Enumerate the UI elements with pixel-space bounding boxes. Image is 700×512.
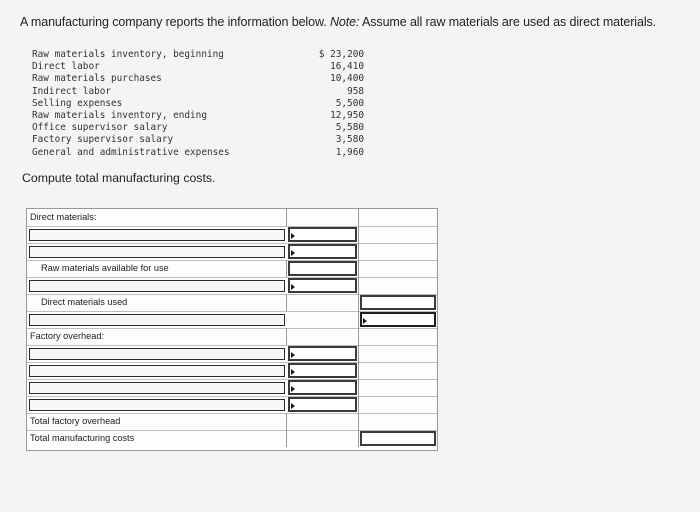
total-manufacturing-input[interactable]: [360, 431, 436, 446]
worksheet-row: [27, 209, 437, 227]
worksheet-row: [27, 311, 437, 329]
info-label: General and administrative expenses: [32, 146, 230, 158]
info-label: Selling expenses: [32, 97, 123, 109]
total-factory-overhead-label: Total factory overhead: [27, 413, 287, 430]
total-cell: [359, 311, 437, 328]
worksheet-row: [27, 396, 437, 414]
amount-cell: [287, 430, 359, 447]
problem-statement: [20, 15, 656, 29]
info-value: 12,950: [330, 109, 364, 121]
worksheet-row: [27, 430, 437, 447]
caret-right-icon: [291, 352, 295, 358]
amount-input[interactable]: [288, 380, 357, 395]
info-value: 5,500: [335, 97, 364, 109]
total-input[interactable]: [360, 295, 436, 310]
label-cell: [27, 379, 287, 396]
account-dropdown[interactable]: [29, 348, 285, 360]
note-label: Note:: [329, 15, 360, 29]
amount-input[interactable]: [288, 261, 357, 276]
amount-cell: [287, 396, 359, 413]
info-row: [32, 134, 372, 146]
worksheet-row: [27, 362, 437, 380]
info-label: Office supervisor salary: [32, 122, 168, 134]
account-dropdown[interactable]: [29, 280, 285, 292]
info-row: [32, 61, 372, 73]
label-cell: [27, 311, 287, 328]
info-value: 1,960: [335, 146, 364, 158]
label-cell: [27, 277, 287, 294]
account-dropdown[interactable]: [29, 399, 285, 411]
amount-input[interactable]: [288, 397, 357, 412]
total-cell: [359, 260, 437, 277]
info-label: Raw materials inventory, ending: [32, 109, 207, 121]
info-label: Raw materials purchases: [32, 73, 162, 85]
caret-right-icon: [291, 386, 295, 392]
label-cell: [27, 345, 287, 362]
direct-materials-label: Direct materials:: [27, 209, 287, 226]
account-dropdown[interactable]: [29, 382, 285, 394]
account-dropdown[interactable]: [29, 246, 285, 258]
answer-worksheet: [26, 208, 438, 451]
amount-cell: [287, 243, 359, 260]
info-row: [32, 98, 372, 110]
total-cell: [359, 396, 437, 413]
amount-cell: [287, 413, 359, 430]
caret-right-icon: [291, 369, 295, 375]
info-row: [32, 73, 372, 85]
worksheet-row: [27, 294, 437, 312]
account-dropdown[interactable]: [29, 365, 285, 377]
intro-text-before: A manufacturing company reports the information below.: [20, 15, 330, 29]
total-cell: [359, 362, 437, 379]
intro-text-after: Assume all raw materials are used as direct materials.: [359, 15, 657, 29]
total-cell: [359, 345, 437, 362]
info-value: 16,410: [330, 61, 364, 73]
amount-cell: [287, 328, 359, 345]
label-cell: [27, 226, 287, 243]
direct-materials-used-label: Direct materials used: [27, 294, 287, 311]
amount-input[interactable]: [288, 278, 357, 293]
worksheet-row: [27, 328, 437, 346]
info-value: 958: [347, 85, 364, 97]
info-value: $ 23,200: [318, 49, 364, 60]
amount-cell: [287, 311, 359, 328]
worksheet-row: [27, 226, 437, 244]
worksheet-row: [27, 413, 437, 431]
caret-right-icon: [291, 233, 295, 239]
total-input[interactable]: [360, 312, 436, 327]
info-row: [32, 147, 372, 159]
amount-input[interactable]: [288, 244, 357, 259]
amount-cell: [287, 379, 359, 396]
total-cell: [359, 209, 437, 226]
amount-cell: [287, 277, 359, 294]
info-label: Factory supervisor salary: [32, 134, 174, 146]
info-value: 3,580: [335, 134, 364, 146]
account-dropdown[interactable]: [29, 229, 285, 241]
info-label: Raw materials inventory, beginning: [32, 49, 224, 60]
total-cell: [359, 226, 437, 243]
label-cell: [27, 243, 287, 260]
info-label: Direct labor: [32, 61, 100, 73]
amount-input[interactable]: [288, 227, 357, 242]
worksheet-row: [27, 260, 437, 278]
amount-cell: [287, 362, 359, 379]
amount-cell: [287, 294, 359, 311]
amount-cell: [287, 345, 359, 362]
info-label: Indirect labor: [32, 85, 112, 97]
total-cell: [359, 328, 437, 345]
label-cell: [27, 362, 287, 379]
info-row: [32, 122, 372, 134]
worksheet-row: [27, 243, 437, 261]
total-cell: [359, 413, 437, 430]
worksheet-row: [27, 277, 437, 295]
caret-right-icon: [291, 403, 295, 409]
total-cell: [359, 294, 437, 311]
question-text: Compute total manufacturing costs.: [22, 171, 216, 185]
info-table: [32, 49, 372, 159]
label-cell: [27, 396, 287, 413]
total-cell: [359, 277, 437, 294]
amount-input[interactable]: [288, 363, 357, 378]
caret-right-icon: [291, 250, 295, 256]
amount-cell: [287, 260, 359, 277]
worksheet-row: [27, 379, 437, 397]
amount-cell: [287, 209, 359, 226]
info-row: [32, 86, 372, 98]
worksheet-row: [27, 345, 437, 363]
total-cell: [359, 243, 437, 260]
info-value: 5,580: [335, 122, 364, 134]
info-value: 10,400: [330, 73, 364, 85]
factory-overhead-label: Factory overhead:: [27, 328, 287, 345]
info-row: [32, 49, 372, 61]
caret-right-icon: [291, 284, 295, 290]
total-manufacturing-costs-label: Total manufacturing costs: [27, 430, 287, 447]
caret-right-icon: [363, 318, 367, 324]
raw-materials-available-label: Raw materials available for use: [27, 260, 287, 277]
total-cell: [359, 379, 437, 396]
info-row: [32, 110, 372, 122]
total-cell: [359, 430, 437, 447]
account-dropdown[interactable]: [29, 314, 285, 326]
amount-input[interactable]: [288, 346, 357, 361]
amount-cell: [287, 226, 359, 243]
